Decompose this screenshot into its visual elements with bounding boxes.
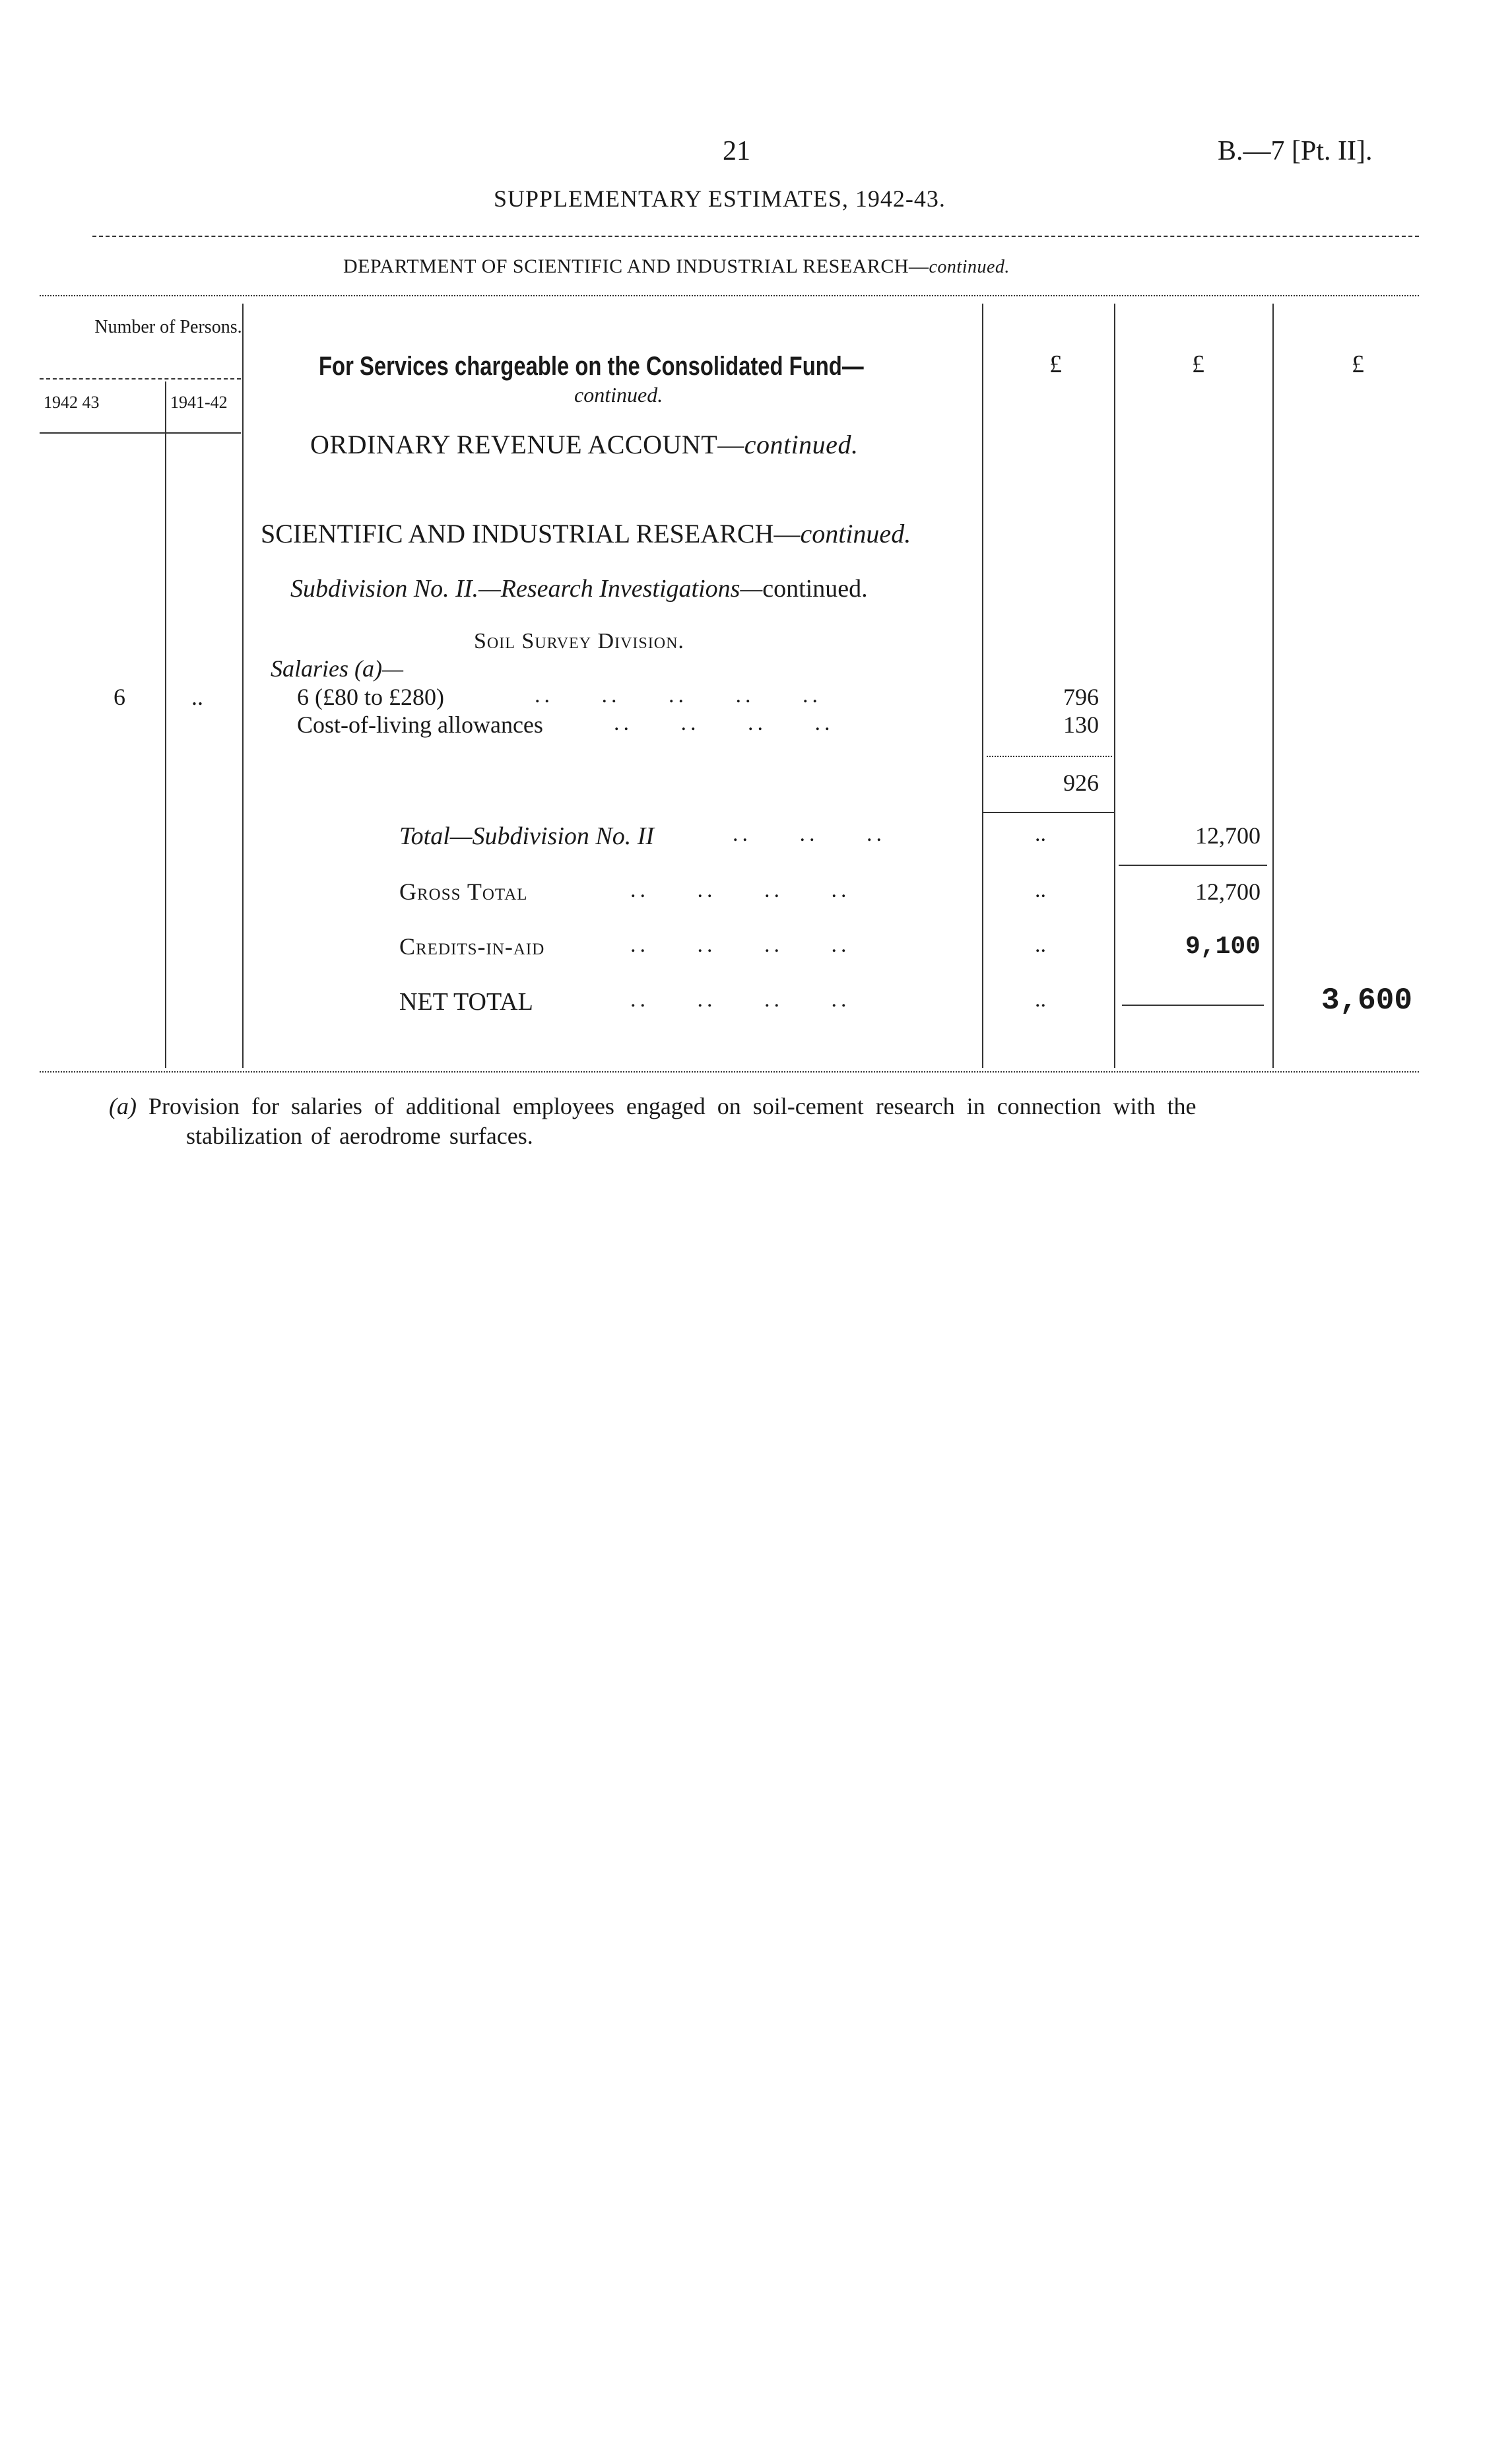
gross-leader-dots: .. .. .. ..	[630, 878, 851, 902]
currency-col3: £	[1352, 350, 1364, 378]
credits-col1: ..	[1035, 933, 1046, 957]
year-1941-42: 1941-42	[170, 393, 228, 412]
footnote-line1	[109, 1092, 1197, 1120]
gross-col1: ..	[1035, 878, 1046, 902]
subtotal-rule	[987, 756, 1112, 757]
salaries-heading: Salaries (a)—	[271, 655, 403, 682]
account-heading-main: ORDINARY REVENUE ACCOUNT—	[310, 430, 744, 459]
footnote-text-1: Provision for salaries of additional employees engaged on soil-cement research in connection with the	[148, 1093, 1197, 1119]
net-col1: ..	[1035, 987, 1046, 1012]
table-bottom-rule	[40, 1071, 1419, 1073]
department-heading-cont: continued.	[929, 257, 1010, 277]
footnote-marker: (a)	[109, 1093, 137, 1119]
research-heading-main: SCIENTIFIC AND INDUSTRIAL RESEARCH—	[261, 519, 801, 548]
currency-col2: £	[1192, 350, 1204, 378]
fund-heading: For Services chargeable on the Consolidated Fund—	[319, 352, 864, 381]
department-heading-main: DEPARTMENT OF SCIENTIFIC AND INDUSTRIAL RESEARCH—	[343, 255, 929, 277]
row-leader-dots: .. .. .. ..	[614, 711, 834, 735]
year-header-rule	[40, 432, 241, 434]
row-persons-1942: 6	[114, 684, 125, 710]
total-leader-dots: .. .. ..	[733, 822, 886, 846]
col-divider-2	[1114, 304, 1115, 1068]
row-persons-1941: ..	[191, 684, 203, 710]
credits-leader-dots: .. .. .. ..	[630, 933, 851, 957]
page-number: 21	[723, 136, 750, 166]
currency-col1: £	[1049, 350, 1062, 378]
row-label: 6 (£80 to £280)	[297, 684, 444, 710]
total-rule	[1119, 865, 1267, 866]
row-amount: 130	[1063, 711, 1099, 738]
department-heading	[343, 255, 1010, 278]
total-col2: 12,700	[1195, 822, 1261, 849]
col-divider-3	[1272, 304, 1274, 1068]
research-heading	[261, 518, 911, 549]
col-divider-years	[165, 381, 166, 1068]
net-leader-dots: .. .. .. ..	[630, 987, 851, 1012]
row-amount: 796	[1063, 684, 1099, 710]
account-heading	[310, 429, 858, 460]
row-leader-dots: .. .. .. .. ..	[535, 683, 822, 708]
footnote-line2: stabilization of aerodrome surfaces.	[186, 1123, 533, 1149]
persons-header-rule	[40, 378, 241, 380]
division-heading: Soil Survey Division.	[474, 629, 684, 653]
col-divider-1	[982, 304, 983, 1068]
total-col1: ..	[1035, 822, 1046, 846]
subdivision-heading-main: Subdivision No. II.—Research Investigations—	[290, 575, 763, 603]
persons-header: Number of Persons.	[94, 317, 242, 337]
subdivision-heading	[290, 574, 868, 603]
row-label: Cost-of-living allowances	[297, 711, 543, 738]
table-top-rule	[40, 295, 1419, 296]
credits-label: Credits-in-aid	[399, 933, 545, 960]
total-subdivision-label: Total—Subdivision No. II	[399, 822, 655, 850]
credits-col2: 9,100	[1185, 933, 1261, 961]
fund-heading-cont: continued.	[574, 383, 663, 407]
account-heading-cont: continued.	[744, 430, 859, 459]
col-divider-persons	[242, 304, 244, 1068]
net-col2-rule	[1122, 1005, 1264, 1006]
header-rule	[92, 236, 1419, 237]
research-heading-cont: continued.	[800, 519, 911, 548]
year-1942-43: 1942 43	[44, 393, 100, 412]
subdivision-heading-cont: continued.	[762, 575, 868, 603]
subtotal-amount: 926	[1063, 770, 1099, 796]
subtotal-bottom-rule	[982, 812, 1114, 813]
page-title: SUPPLEMENTARY ESTIMATES, 1942-43.	[494, 185, 946, 212]
net-total-label: NET TOTAL	[399, 988, 533, 1016]
gross-col2: 12,700	[1195, 878, 1261, 905]
net-total-amount: 3,600	[1321, 983, 1412, 1018]
page-reference: B.—7 [Pt. II].	[1218, 136, 1373, 166]
gross-total-label: Gross Total	[399, 878, 528, 905]
